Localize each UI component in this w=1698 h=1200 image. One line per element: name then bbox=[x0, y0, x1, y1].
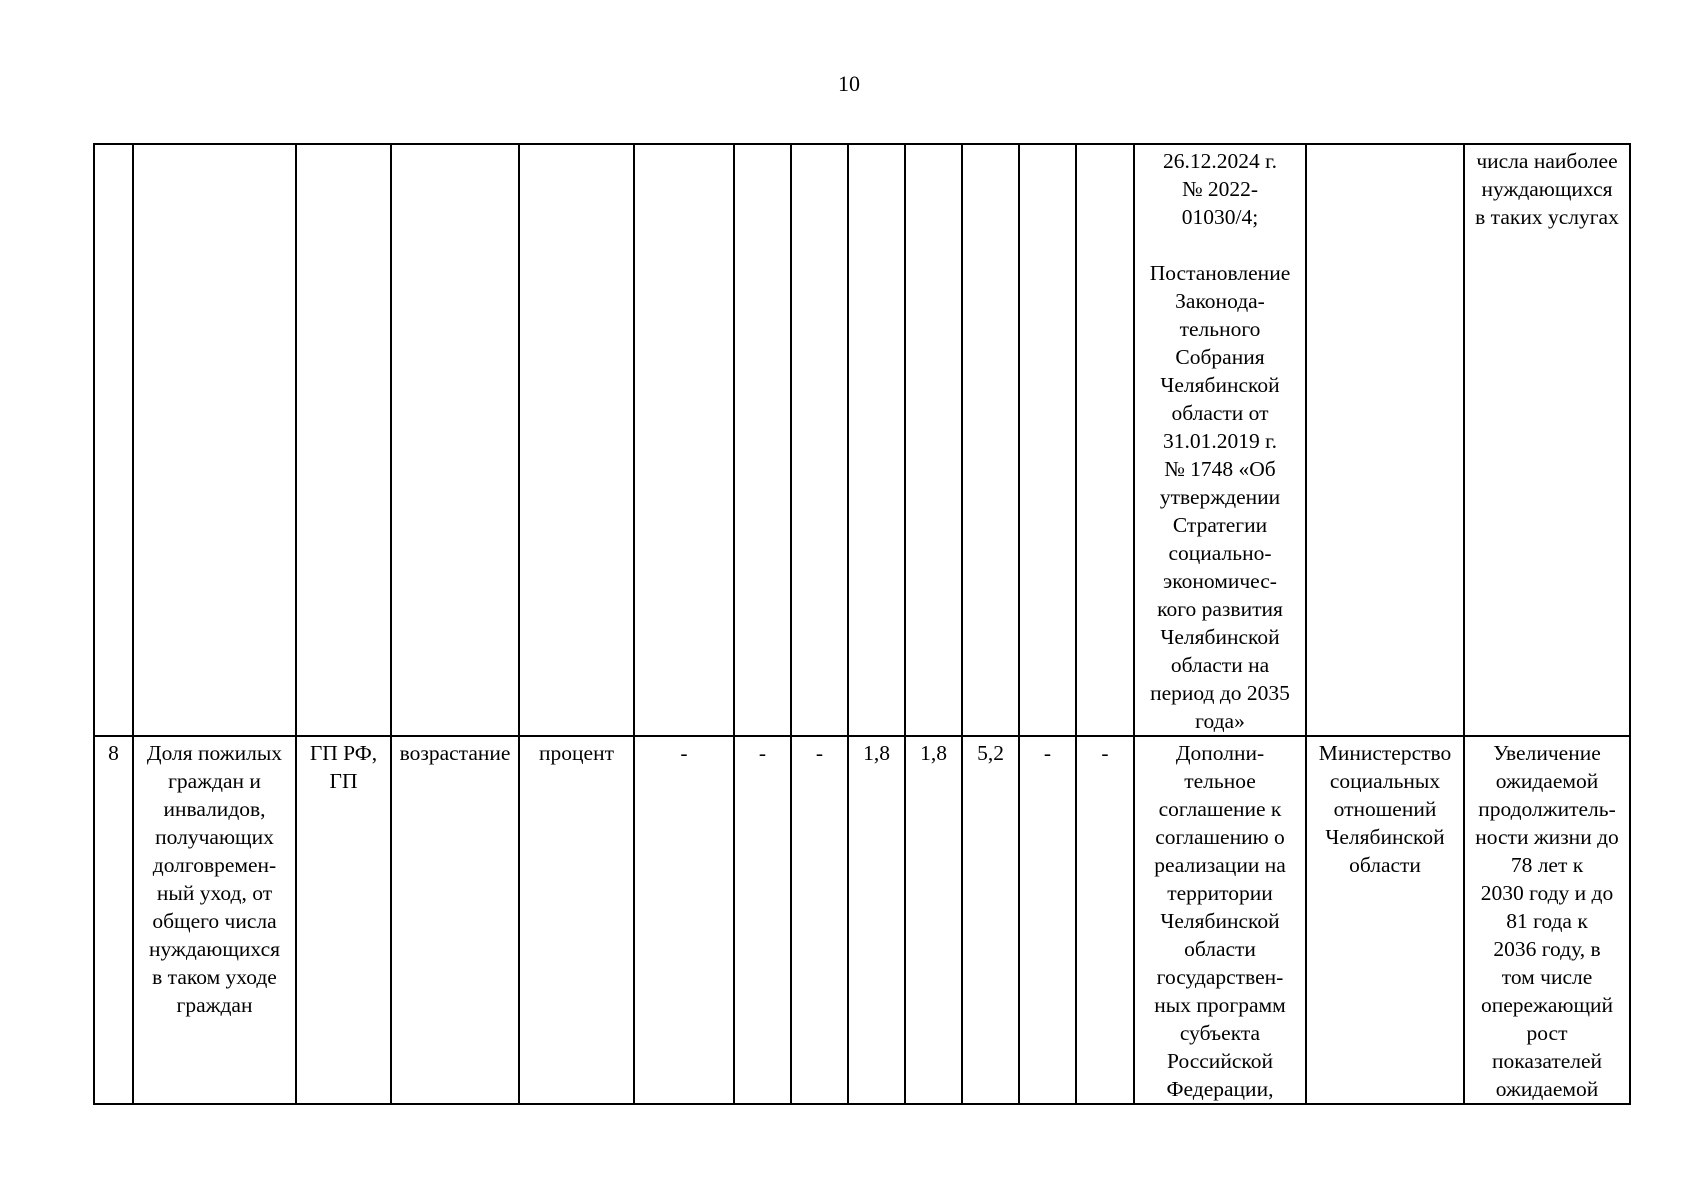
cell-value-5 bbox=[905, 144, 962, 736]
text-line: Челябинской bbox=[1325, 825, 1445, 849]
cell-value-6 bbox=[962, 144, 1019, 736]
cell-unit: процент bbox=[519, 736, 634, 1104]
text-line: ГП bbox=[329, 769, 358, 793]
text-line: отношений bbox=[1333, 797, 1437, 821]
text-line: опережающий bbox=[1480, 993, 1614, 1017]
text-line: рост bbox=[1526, 1021, 1568, 1045]
text-line: 2036 году, в bbox=[1493, 937, 1601, 961]
cell-value-8: - bbox=[1076, 736, 1134, 1104]
text-line: граждан bbox=[176, 993, 253, 1017]
text-line: Постановление bbox=[1149, 261, 1291, 285]
text-line: том числе bbox=[1501, 965, 1593, 989]
cell-document bbox=[1134, 736, 1306, 1104]
cell-value-2 bbox=[734, 144, 791, 736]
text-line: утверждении bbox=[1159, 485, 1281, 509]
paragraph-gap bbox=[1136, 231, 1304, 259]
text-line: 01030/4; bbox=[1181, 205, 1259, 229]
indicators-table bbox=[93, 143, 1631, 1105]
cell-value-2: - bbox=[734, 736, 791, 1104]
text-line: 81 года к bbox=[1506, 909, 1588, 933]
text-line: в таком уходе bbox=[152, 965, 277, 989]
text-line: Челябинской bbox=[1160, 373, 1280, 397]
cell-value-5: 1,8 bbox=[905, 736, 962, 1104]
cell-number: 8 bbox=[94, 736, 133, 1104]
cell-value-1 bbox=[634, 144, 734, 736]
cell-document bbox=[1134, 144, 1306, 736]
cell-number bbox=[94, 144, 133, 736]
text-line: ный уход, от bbox=[156, 881, 273, 905]
cell-value-4 bbox=[848, 144, 905, 736]
cell-level bbox=[296, 144, 391, 736]
cell-responsible bbox=[1306, 144, 1464, 736]
text-line: ГП РФ, bbox=[309, 741, 378, 765]
text-line: области от bbox=[1171, 401, 1269, 425]
text-line: 78 лет к bbox=[1510, 853, 1584, 877]
text-line: реализации на bbox=[1154, 853, 1286, 877]
text-line: 26.12.2024 г. bbox=[1163, 149, 1277, 173]
cell-value-4: 1,8 bbox=[848, 736, 905, 1104]
text-line: нуждающихся bbox=[1481, 177, 1613, 201]
text-line: период до 2035 bbox=[1150, 681, 1290, 705]
text-line: инвалидов, bbox=[163, 797, 266, 821]
text-line: социально- bbox=[1168, 541, 1272, 565]
text-line: года» bbox=[1195, 709, 1245, 733]
text-line: ожидаемой bbox=[1495, 769, 1599, 793]
cell-trend: возрастание bbox=[391, 736, 519, 1104]
cell-indicator bbox=[133, 144, 296, 736]
text-line: субъекта bbox=[1179, 1021, 1261, 1045]
text-line: Доля пожилых bbox=[146, 741, 283, 765]
cell-goal bbox=[1464, 736, 1630, 1104]
text-line: Челябинской bbox=[1160, 625, 1280, 649]
cell-goal bbox=[1464, 144, 1630, 736]
text-line: 31.01.2019 г. bbox=[1163, 429, 1277, 453]
cell-value-3 bbox=[791, 144, 848, 736]
table-row bbox=[94, 736, 1630, 1104]
text-line: территории bbox=[1167, 881, 1273, 905]
cell-indicator bbox=[133, 736, 296, 1104]
text-line: № 2022- bbox=[1181, 177, 1259, 201]
text-line: показателей bbox=[1491, 1049, 1603, 1073]
cell-trend bbox=[391, 144, 519, 736]
text-line: Министерство bbox=[1318, 741, 1452, 765]
page-number: 10 bbox=[838, 71, 860, 96]
document-text-part-2 bbox=[1136, 259, 1304, 735]
text-line: долговремен- bbox=[152, 853, 277, 877]
text-line: Стратегии bbox=[1172, 513, 1268, 537]
text-line: социальных bbox=[1329, 769, 1441, 793]
text-line: Российской bbox=[1167, 1049, 1273, 1073]
text-line: Федерации, bbox=[1166, 1077, 1274, 1101]
text-line: области bbox=[1349, 853, 1421, 877]
text-line: получающих bbox=[155, 825, 274, 849]
document-text-part-1 bbox=[1136, 147, 1304, 231]
text-line: № 1748 «Об bbox=[1164, 457, 1276, 481]
text-line: 2030 году и до bbox=[1480, 881, 1614, 905]
cell-value-7: - bbox=[1019, 736, 1076, 1104]
document-text-part-1 bbox=[1136, 739, 1304, 1103]
text-line: Челябинской bbox=[1160, 909, 1280, 933]
cell-value-8 bbox=[1076, 144, 1134, 736]
cell-value-7 bbox=[1019, 144, 1076, 736]
text-line: соглашению о bbox=[1155, 825, 1285, 849]
text-line: Законода- bbox=[1175, 289, 1265, 313]
table-row bbox=[94, 144, 1630, 736]
text-line: ности жизни до bbox=[1475, 825, 1619, 849]
text-line: соглашение к bbox=[1158, 797, 1282, 821]
text-line: продолжитель- bbox=[1478, 797, 1616, 821]
text-line: области bbox=[1184, 937, 1256, 961]
cell-value-6: 5,2 bbox=[962, 736, 1019, 1104]
text-line: государствен- bbox=[1156, 965, 1284, 989]
text-line: ожидаемой bbox=[1495, 1077, 1599, 1101]
text-line: ных программ bbox=[1154, 993, 1286, 1017]
text-line: общего числа bbox=[152, 909, 277, 933]
text-line: нуждающихся bbox=[149, 937, 280, 961]
text-line: области на bbox=[1170, 653, 1270, 677]
text-line: тельного bbox=[1179, 317, 1261, 341]
cell-value-1: - bbox=[634, 736, 734, 1104]
text-line: в таких услугах bbox=[1475, 205, 1619, 229]
text-line: тельное bbox=[1184, 769, 1256, 793]
text-line: Дополни- bbox=[1175, 741, 1265, 765]
cell-responsible bbox=[1306, 736, 1464, 1104]
text-line: числа наиболее bbox=[1476, 149, 1618, 173]
cell-level bbox=[296, 736, 391, 1104]
cell-value-3: - bbox=[791, 736, 848, 1104]
cell-unit bbox=[519, 144, 634, 736]
text-line: граждан и bbox=[168, 769, 261, 793]
text-line: Собрания bbox=[1175, 345, 1265, 369]
text-line: кого развития bbox=[1157, 597, 1283, 621]
text-line: экономичес- bbox=[1163, 569, 1277, 593]
text-line: Увеличение bbox=[1493, 741, 1601, 765]
